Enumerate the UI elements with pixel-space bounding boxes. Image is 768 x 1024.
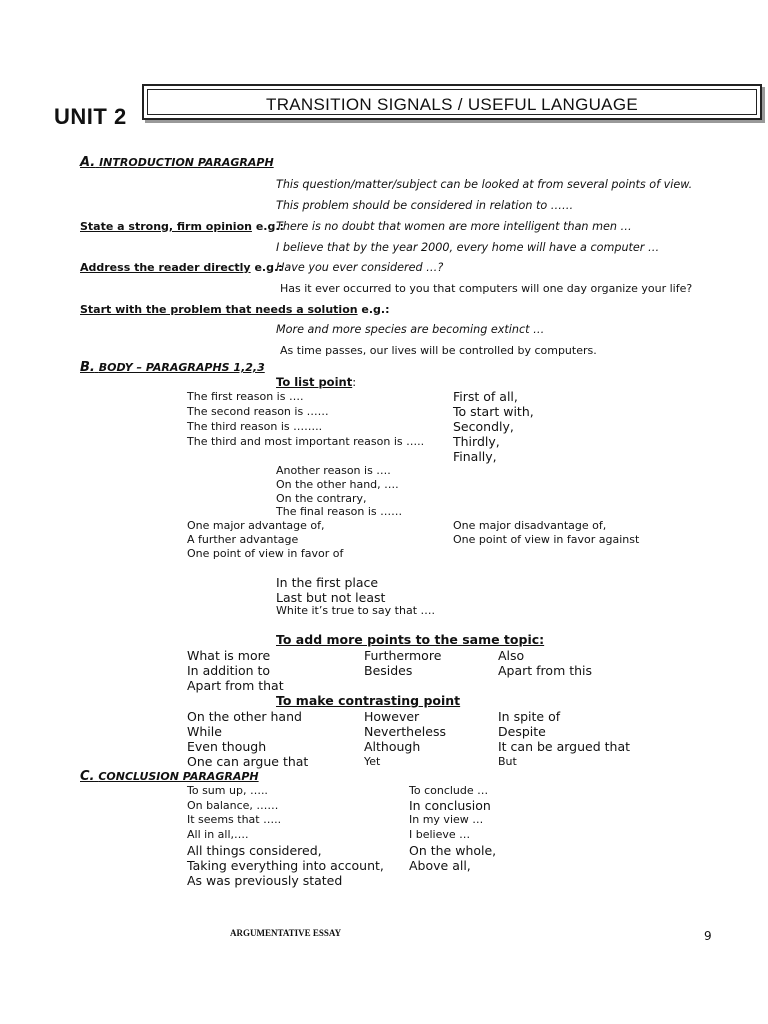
unit-label: UNIT 2 (54, 104, 127, 129)
list-item: Last but not least (276, 590, 386, 605)
eg-label: e.g.: (254, 261, 283, 274)
list-item: The final reason is …… (276, 505, 403, 518)
title-box (142, 84, 762, 120)
list-item: Even though (187, 739, 267, 754)
list-item: Finally, (453, 449, 497, 464)
list-item: Thirdly, (453, 434, 500, 449)
list-item: One can argue that (187, 754, 309, 769)
problem-label (80, 303, 390, 316)
list-item: In addition to (187, 663, 271, 678)
section-a-title: INTRODUCTION PARAGRAPH (99, 156, 274, 169)
list-point-colon: : (352, 375, 357, 389)
list-item: All in all,…. (187, 828, 249, 841)
section-c-title: CONCLUSION PARAGRAPH (98, 770, 259, 783)
reader-example: Has it ever occurred to you that computers will one day organize your life? (280, 282, 693, 295)
list-item: First of all, (453, 389, 518, 404)
page-title: TRANSITION SIGNALS / USEFUL LANGUAGE (266, 95, 638, 114)
list-item: Despite (498, 724, 546, 739)
problem-example: More and more species are becoming extinct … (276, 323, 545, 336)
opinion-label (80, 220, 284, 233)
list-item: Apart from this (498, 663, 593, 678)
list-item: One major disadvantage of, (453, 519, 607, 532)
footer-text: ARGUMENTATIVE ESSAY (230, 928, 342, 938)
list-point-heading (276, 375, 356, 389)
add-points-heading: To add more points to the same topic: (276, 632, 545, 647)
list-item: On the other hand, …. (276, 478, 399, 491)
list-item: It seems that ….. (187, 813, 282, 826)
list-item: In my view … (409, 813, 484, 826)
eg-label: e.g.: (361, 303, 390, 316)
list-item: On balance, …… (187, 799, 279, 812)
opinion-example: There is no doubt that women are more intelligent than men … (276, 220, 632, 233)
list-item: A further advantage (187, 533, 299, 546)
list-item: The first reason is …. (187, 390, 304, 403)
list-item: Furthermore (364, 648, 442, 663)
list-item: Although (364, 739, 421, 754)
list-item: Apart from that (187, 678, 284, 693)
list-item: On the other hand (187, 709, 302, 724)
list-item: What is more (187, 648, 271, 663)
contrast-heading: To make contrasting point (276, 693, 461, 708)
section-a-letter: A. (80, 155, 96, 170)
problem-example: As time passes, our lives will be controlled by computers. (280, 344, 597, 357)
list-item: White it’s true to say that …. (276, 604, 435, 617)
list-item: Besides (364, 663, 413, 678)
list-item: In the first place (276, 575, 379, 590)
list-item: As was previously stated (187, 873, 343, 888)
list-item: However (364, 709, 420, 724)
title-inner-frame (147, 89, 757, 115)
list-item: One major advantage of, (187, 519, 325, 532)
section-c-letter: C. (80, 769, 95, 784)
eg-label: e.g.: (255, 220, 284, 233)
list-item: While (187, 724, 222, 739)
intro-line: This problem should be considered in relation to …… (276, 199, 574, 212)
section-b-title: BODY – PARAGRAPHS 1,2,3 (98, 361, 265, 374)
section-a-heading (80, 155, 274, 170)
list-item: But (498, 755, 517, 768)
list-item: Another reason is …. (276, 464, 391, 477)
list-point-heading-text: To list point (276, 375, 353, 389)
list-item: All things considered, (187, 843, 322, 858)
list-item: In spite of (498, 709, 561, 724)
list-item: Secondly, (453, 419, 514, 434)
list-item: Nevertheless (364, 724, 446, 739)
reader-example: Have you ever considered …? (276, 261, 444, 274)
opinion-example: I believe that by the year 2000, every home will have a computer … (276, 241, 660, 254)
reader-label-text: Address the reader directly (80, 261, 251, 274)
intro-line: This question/matter/subject can be looked at from several points of view. (276, 178, 693, 191)
list-item: To sum up, ….. (187, 784, 268, 797)
page-number: 9 (704, 929, 712, 943)
list-item: To start with, (453, 404, 534, 419)
list-item: Taking everything into account, (187, 858, 384, 873)
list-item: The third reason is …….. (187, 420, 323, 433)
list-item: On the contrary, (276, 492, 367, 505)
list-item: To conclude … (409, 784, 489, 797)
list-item: I believe … (409, 828, 471, 841)
list-item: In conclusion (409, 798, 491, 813)
list-item: One point of view in favor of (187, 547, 344, 560)
section-c-heading (80, 769, 259, 784)
list-item: One point of view in favor against (453, 533, 640, 546)
list-item: Yet (364, 755, 381, 768)
reader-label (80, 261, 283, 274)
list-item: The third and most important reason is ….. (187, 435, 425, 448)
opinion-label-text: State a strong, firm opinion (80, 220, 252, 233)
list-item: Also (498, 648, 525, 663)
section-b-heading (80, 360, 265, 375)
list-item: On the whole, (409, 843, 497, 858)
problem-label-text: Start with the problem that needs a solution (80, 303, 358, 316)
list-item: It can be argued that (498, 739, 631, 754)
list-item: Above all, (409, 858, 471, 873)
list-item: The second reason is …… (187, 405, 329, 418)
section-b-letter: B. (80, 360, 95, 375)
